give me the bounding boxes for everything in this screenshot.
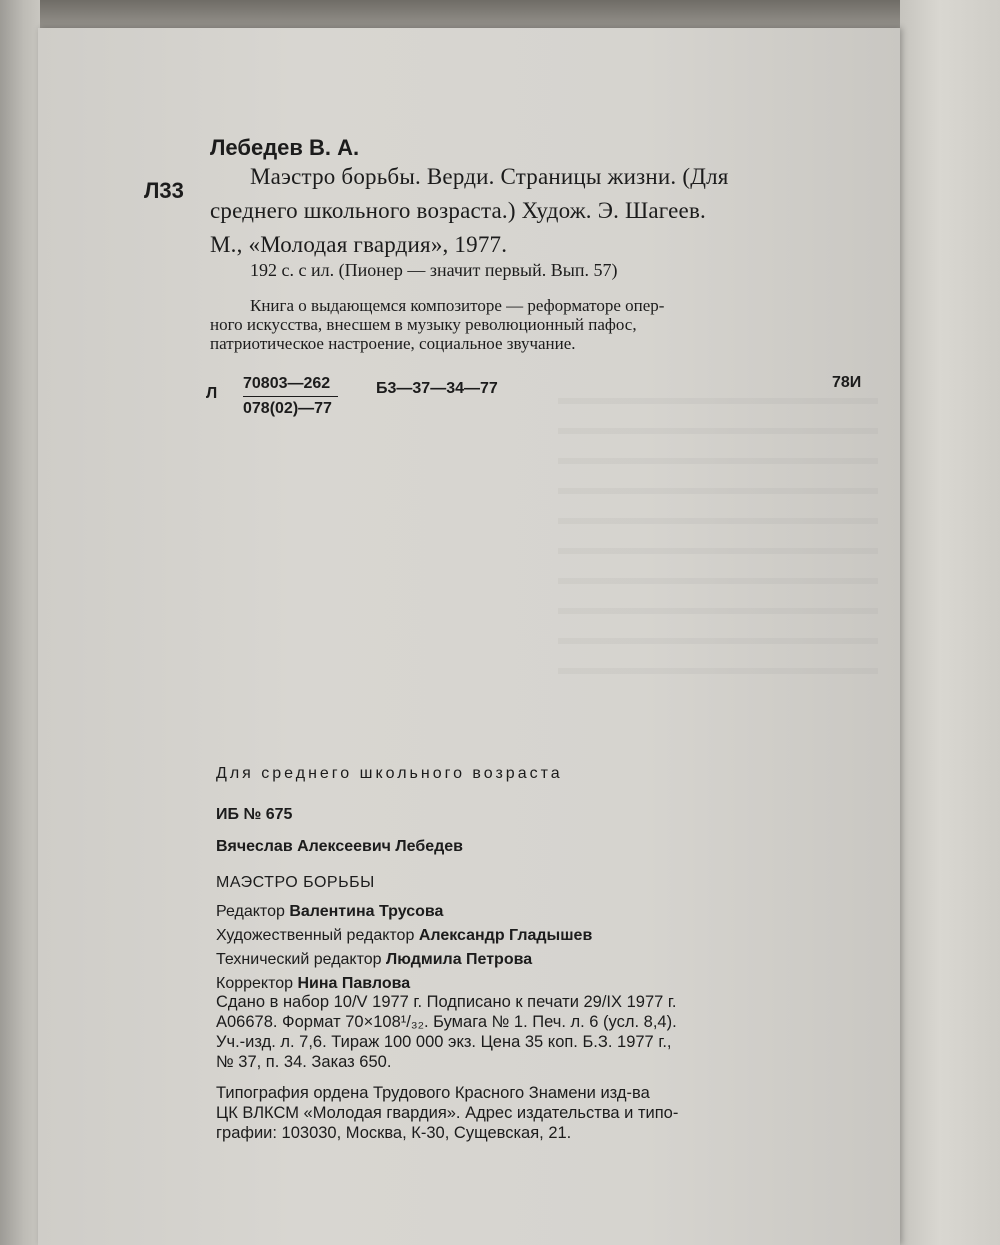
annotation-line-1: Книга о выдающемся композиторе — реформаторе опер-: [250, 296, 665, 315]
credit-row: [216, 948, 592, 972]
catalog-author: Лебедев В. А.: [210, 135, 360, 160]
bbk-code: Б3—37—34—77: [376, 380, 498, 397]
credit-role: Художественный редактор: [216, 927, 415, 944]
book-page: [38, 28, 900, 1245]
credit-role: Редактор: [216, 903, 285, 920]
year-code: 78И: [832, 374, 862, 391]
credit-role: Корректор: [216, 975, 294, 992]
catalog-description: [210, 160, 875, 262]
bbk-letter: Л: [206, 385, 218, 402]
credit-role: Технический редактор: [216, 951, 382, 968]
catalog-fraction: [243, 372, 338, 421]
print-details: [216, 992, 896, 1072]
catalog-author-code: Л33: [144, 178, 184, 203]
age-note: Для среднего школьного возраста: [216, 765, 563, 782]
book-cover-right-edge: [900, 0, 1000, 1245]
printer-line-1: Типография ордена Трудового Красного Знамени изд-ва: [216, 1084, 650, 1102]
credit-name: Валентина Трусова: [289, 903, 444, 920]
catalog-pages-line: 192 с. с ил. (Пионер — значит первый. Вып. 57): [250, 260, 618, 280]
credit-name: Нина Павлова: [297, 975, 411, 992]
printer-line-3: графии: 103030, Москва, К-30, Сущевская, 21.: [216, 1124, 572, 1142]
description-line-3: М., «Молодая гвардия», 1977.: [210, 232, 508, 257]
fraction-numerator: 70803—262: [243, 372, 338, 397]
print-line-2: А06678. Формат 70×108¹/₃₂. Бумага № 1. Печ. л. 6 (усл. 8,4).: [216, 1013, 677, 1031]
print-line-4: № 37, п. 34. Заказ 650.: [216, 1053, 392, 1071]
description-line-1: Маэстро борьбы. Верди. Страницы жизни. (Для: [250, 164, 729, 189]
credit-row: [216, 900, 592, 924]
credit-row: [216, 924, 592, 948]
show-through-texture: [558, 398, 878, 698]
ib-number: ИБ № 675: [216, 806, 293, 823]
description-line-2: среднего школьного возраста.) Худож. Э. Шагеев.: [210, 198, 706, 223]
fraction-denominator: 078(02)—77: [243, 400, 332, 417]
print-line-3: Уч.-изд. л. 7,6. Тираж 100 000 экз. Цена 35 коп. Б.З. 1977 г.,: [216, 1033, 672, 1051]
credits-list: [216, 900, 592, 996]
author-full-name: Вячеслав Алексеевич Лебедев: [216, 838, 463, 855]
book-title: МАЭСТРО БОРЬБЫ: [216, 874, 375, 891]
catalog-annotation: [210, 296, 875, 353]
book-cover-left-edge: [0, 0, 40, 1245]
annotation-line-3: патриотическое настроение, социальное звучание.: [210, 334, 576, 353]
annotation-line-2: ного искусства, внесшем в музыку революционный пафос,: [210, 315, 637, 334]
printer-line-2: ЦК ВЛКСМ «Молодая гвардия». Адрес издательства и типо-: [216, 1104, 679, 1122]
print-line-1: Сдано в набор 10/V 1977 г. Подписано к печати 29/IX 1977 г.: [216, 993, 677, 1011]
credit-name: Людмила Петрова: [386, 951, 533, 968]
credit-name: Александр Гладышев: [418, 927, 593, 944]
printer-info: [216, 1083, 896, 1143]
